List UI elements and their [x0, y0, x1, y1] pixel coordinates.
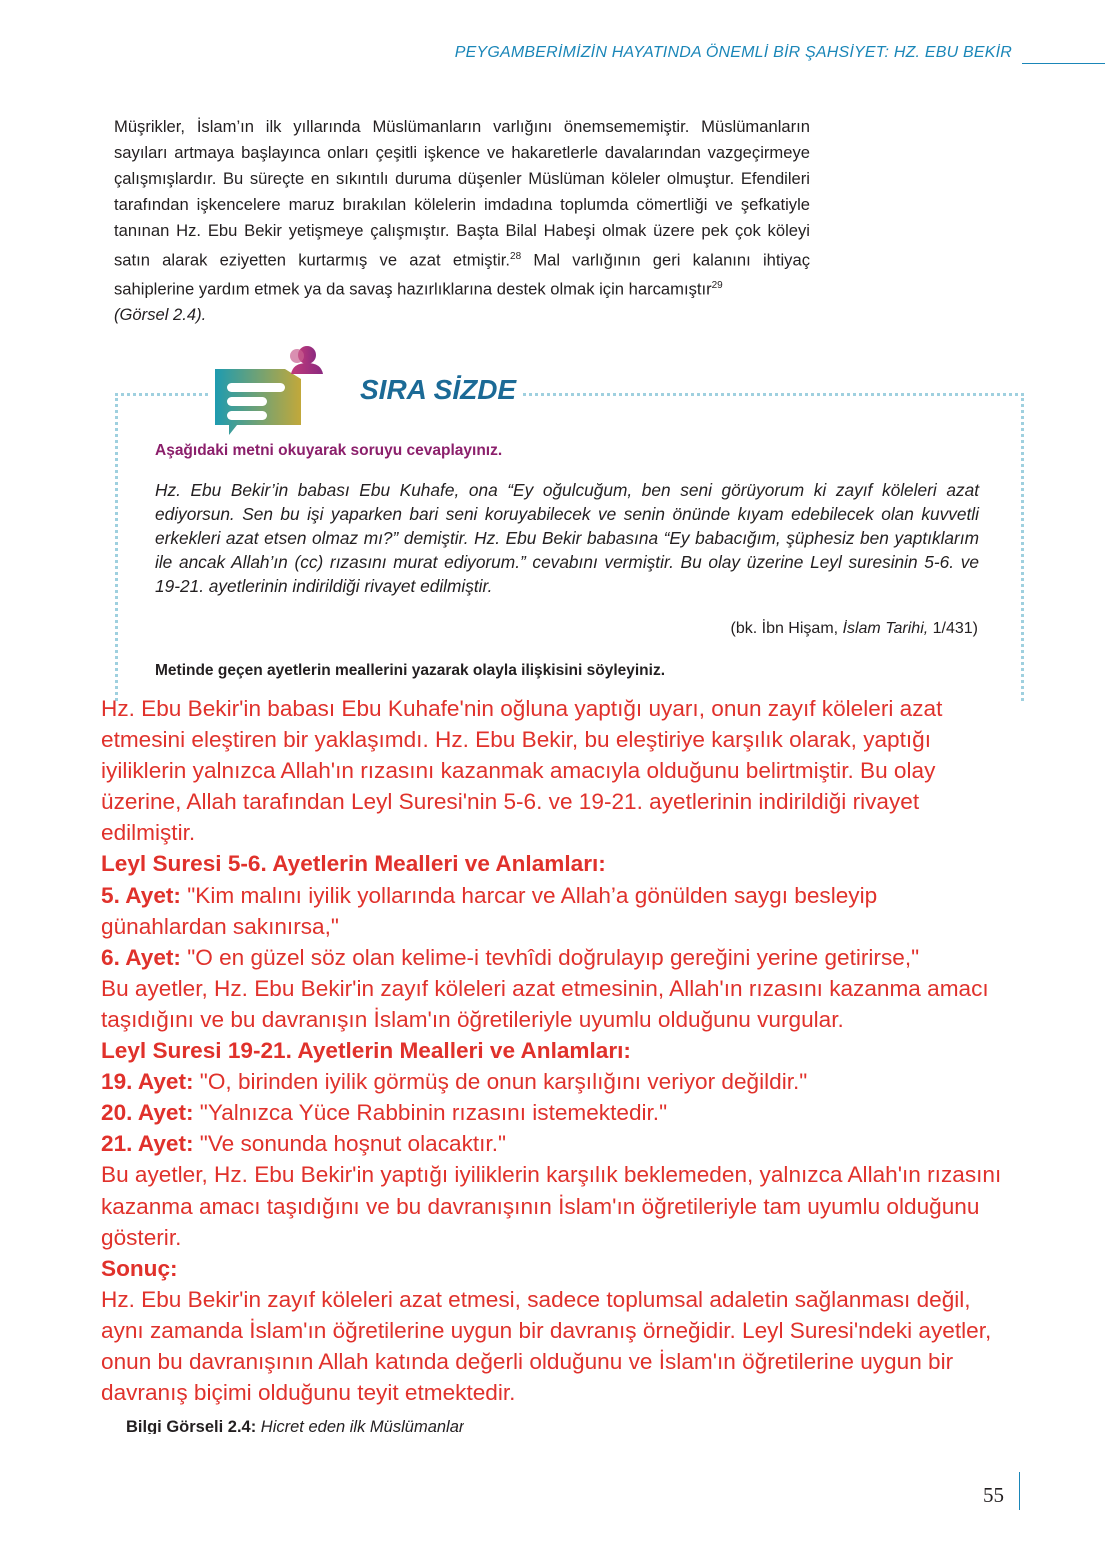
answer-line: [101, 786, 1001, 817]
answer-line: [101, 1284, 1001, 1315]
source-suffix: 1/431): [928, 620, 978, 637]
answer-line: [101, 724, 1001, 755]
answer-line: [101, 1004, 1001, 1035]
page-number: 55: [983, 1483, 1004, 1507]
answer-text: "O, birinden iyilik görmüş de onun karşılığını veriyor değildir.": [193, 1069, 808, 1095]
answer-line: [101, 973, 1001, 1004]
activity-quote: Hz. Ebu Bekir’in babası Ebu Kuhafe, ona “Ey oğulcuğum, ben seni görüyorum ki zayıf köleleri azat ediyorsun. Sen bu işi yaparken bari seni koruyabilecek ve senin önünde kıyam edebilecek olan kuvvetli erkekleri azat etsen olmaz mı?” demiştir. Hz. Ebu Bekir babasına “Ey babacığım, şüphesiz ben yaptıklarım ile ancak Allah’ın (cc) rızasını murat ediyorum.” cevabını vermiştir. Bu olay üzerine Leyl suresinin 5-6. ve 19-21. ayetlerinin indirildiği rivayet edilmiştir.: [155, 480, 979, 596]
answer-line: [101, 1191, 1001, 1222]
footnote-ref: 29: [711, 279, 723, 291]
header-rule: [1022, 63, 1105, 64]
answer-line: [101, 755, 1001, 786]
answer-text: günahlardan sakınırsa,": [101, 913, 339, 939]
handwritten-answer: [101, 693, 1001, 1408]
answer-text: Bu ayetler, Hz. Ebu Bekir'in zayıf köleleri azat etmesinin, Allah'ın rızasını kazanma amacı: [101, 975, 989, 1001]
answer-line: [101, 1253, 1001, 1284]
answer-text: iyiliklerin yalnızca Allah'ın rızasını kazanmak amacıyla olduğunu belirtmiştir. Bu olay: [101, 758, 936, 784]
answer-bold-label: 5. Ayet:: [101, 882, 181, 908]
activity-title: SIRA SİZDE: [360, 374, 517, 405]
answer-line: [101, 1035, 1001, 1066]
answer-text: Bu ayetler, Hz. Ebu Bekir'in yaptığı iyiliklerin karşılık beklemeden, yalnızca Allah'ın rızasını: [101, 1162, 1002, 1188]
answer-bold-label: 6. Ayet:: [101, 944, 181, 970]
source-prefix: (bk. İbn Hişam,: [730, 620, 843, 637]
answer-line: [101, 1097, 1001, 1128]
answer-line: [101, 1222, 1001, 1253]
answer-line: [101, 942, 1001, 973]
answer-text: aynı zamanda İslam'ın öğretilerine uygun bir davranış örneğidir. Leyl Suresi'ndeki ayetler,: [101, 1317, 992, 1343]
answer-text: edilmiştir.: [101, 820, 196, 846]
answer-text: "Yalnızca Yüce Rabbinin rızasını istemektedir.": [193, 1100, 668, 1126]
activity-task: Metinde geçen ayetlerin meallerini yazarak olayla ilişkisini söyleyiniz.: [155, 662, 666, 679]
figure-caption: [126, 1418, 464, 1434]
intro-text: Müşrikler, İslam’ın ilk yıllarında Müslümanların varlığını önemsememiştir. Müslümanların sayıları artmaya başlayınca onları çeşitli işkence ve hakaretlerle davalarından vazgeçirmeye çalışmışlardır. Bu süreçte en sıkıntılı duruma düşenler Müslüman köleler olmuştur. Efendileri tarafından işkencelere maruz bırakılan kölelerin imdadına toplumda cömertliği ve şefkatiyle tanınan Hz. Ebu Bekir yetişmeye çalışmıştır. Başta Bilal Habeşi olmak üzere pek çok köleyi satın alarak eziyetten kurtarmış ve azat etmiştir.: [114, 117, 810, 270]
intro-text-2: Mal varlığının geri kalanını ihtiyaç sahiplerine yardım etmek ya da savaş hazırlıklarına destek olmak için harcamıştır: [114, 250, 810, 299]
answer-line: [101, 911, 1001, 942]
running-header: PEYGAMBERİMİZİN HAYATINDA ÖNEMLİ BİR ŞAHSİYET: HZ. EBU BEKİR: [454, 44, 1012, 61]
quote-source: [731, 620, 979, 638]
answer-text: etmesini eleştiren bir yaklaşımdı. Hz. Ebu Bekir, bu eleştiriye karşılık olarak, yaptığı: [101, 727, 932, 753]
answer-bold-label: 20. Ayet:: [101, 1100, 194, 1126]
answer-line: [101, 1066, 1001, 1097]
answer-text: gösterir.: [101, 1224, 182, 1250]
answer-line: [101, 817, 1001, 848]
page-number-rule: [1019, 1472, 1020, 1510]
answer-text: kazanma amacı taşıdığını ve bu davranışının İslam'ın öğretileriyle tam uyumlu olduğunu: [101, 1193, 980, 1219]
answer-line: [101, 1346, 1001, 1377]
answer-text: "Kim malını iyilik yollarında harcar ve Allah’a gönülden saygı besleyip: [180, 882, 878, 908]
caption-text: Hicret eden ilk Müslümanlar: [256, 1418, 465, 1434]
figure-reference: (Görsel 2.4).: [114, 305, 207, 325]
answer-line: [101, 848, 1001, 879]
answer-text: davranış biçimi olduğunu teyit etmektedir.: [101, 1380, 516, 1406]
answer-line: [101, 880, 1001, 911]
answer-line: [101, 1315, 1001, 1346]
footnote-ref: 28: [510, 250, 522, 262]
caption-label: Bilgi Görseli 2.4:: [126, 1418, 257, 1434]
answer-text: "Ve sonunda hoşnut olacaktır.": [193, 1131, 506, 1157]
answer-text: taşıdığını ve bu davranışın İslam'ın öğretileriyle uyumlu olduğunu vurgular.: [101, 1006, 844, 1032]
answer-bold-label: Leyl Suresi 19-21. Ayetlerin Mealleri ve Anlamları:: [101, 1038, 631, 1064]
answer-line: [101, 693, 1001, 724]
answer-text: Hz. Ebu Bekir'in babası Ebu Kuhafe'nin oğluna yaptığı uyarı, onun zayıf köleleri azat: [101, 696, 943, 721]
answer-text: "O en güzel söz olan kelime-i tevhîdi doğrulayıp gereğini yerine getirirse,": [180, 944, 920, 970]
answer-bold-label: 19. Ayet:: [101, 1069, 194, 1095]
answer-bold-label: 21. Ayet:: [101, 1131, 194, 1157]
answer-bold-label: Sonuç:: [101, 1255, 178, 1281]
source-title: İslam Tarihi,: [842, 620, 929, 637]
answer-text: üzerine, Allah tarafından Leyl Suresi'nin 5-6. ve 19-21. ayetlerinin indirildiği rivayet: [101, 789, 920, 815]
answer-line: [101, 1128, 1001, 1159]
intro-paragraph: [114, 114, 810, 328]
answer-line: [101, 1159, 1001, 1190]
answer-text: onun bu davranışının Allah katında değerli olduğunu ve İslam'ın öğretilerine uygun bir: [101, 1348, 954, 1374]
answer-text: Hz. Ebu Bekir'in zayıf köleleri azat etmesi, sadece toplumsal adaletin sağlanması değil,: [101, 1286, 971, 1312]
activity-instruction: Aşağıdaki metni okuyarak soruyu cevaplayınız.: [155, 442, 503, 459]
answer-line: [101, 1377, 1001, 1408]
speech-bubble-users-icon: [215, 343, 325, 435]
answer-bold-label: Leyl Suresi 5-6. Ayetlerin Mealleri ve Anlamları:: [101, 851, 606, 877]
